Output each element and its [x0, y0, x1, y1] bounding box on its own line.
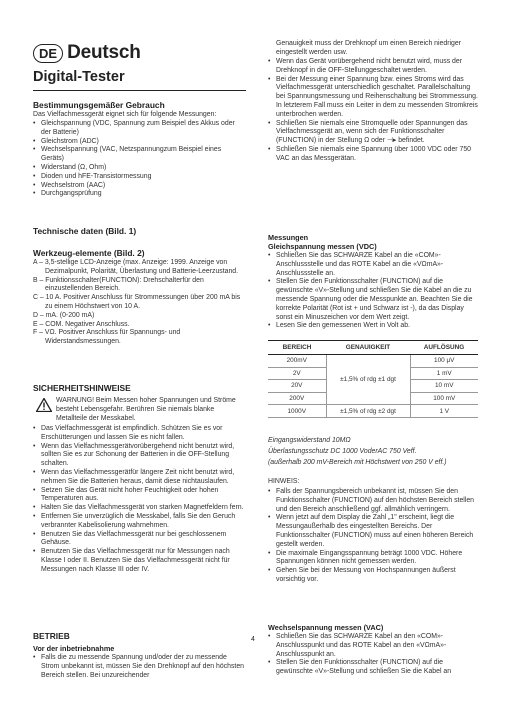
safety-warning — [33, 397, 246, 423]
heading-ac-voltage: Wechselspannung messen (VAC) — [268, 623, 384, 632]
list-item: • Schließen Sie das SCHWARZE Kabel an die «COM»-Anschlussstelle und das ROTE Kabel an die «VΩmA»-Anschlussstelle an. — [268, 252, 478, 278]
list-item: • Wechselstrom (AAC) — [33, 182, 246, 191]
list-item: • Falls die zu messende Spannung und/oder der zu messende Strom unbekannt ist, müssen Sie den Drehknopf auf den höchsten Bereich stellen. Bei unzureichender — [33, 654, 246, 680]
list-item: • Stellen Sie den Funktionsschalter (FUNCTION) auf die gewünschte «V»-Stellung und schließen Sie die Kabel an die zu messende Spannung oder die Messpunkte an. Beachten Sie die korrekte Polarität (Rot ist + und Schwarz ist -), da das Display sonst ein Minuszeichen vor dem Wert zeigt. — [268, 278, 478, 322]
list-item: • Entfernen Sie unverzüglich die Messkabel, falls Sie den Geruch verbrannter Kabelisolierung wahrnehmen. — [33, 513, 246, 531]
table-cell: 100 μV — [410, 355, 478, 368]
note-overload: Überlastungsschutz DC 1000 VoderAC 750 Veff. — [268, 448, 417, 455]
section-heading-operation: BETRIEB — [33, 631, 70, 641]
note-range-limit: (außerhalb 200 mV-Bereich mit Höchstwert von 250 V eff.) — [268, 459, 447, 466]
list-item: A – 3,5-stellige LCD-Anzeige (max. Anzeige: 1999. Anzeige von Dezimalpunkt, Polarität, Überlastung und Batterie-Leerzustand. — [33, 259, 239, 275]
dc-voltage-list — [268, 252, 478, 331]
list-item: • Lesen Sie den gemessenen Wert in Volt ab. — [268, 322, 478, 331]
intended-use-intro: Das Vielfachmessgerät eignet sich für folgende Messungen: — [33, 111, 217, 118]
subheading-before-use: Vor der inbetriebnahme — [33, 644, 115, 653]
table-row — [268, 405, 478, 418]
section-heading-tool-elements: Werkzeug-elemente (Bild. 2) — [33, 248, 145, 258]
list-item: • Benutzen Sie das Vielfachmessgerät nur bei geschlossenem Gehäuse. — [33, 531, 246, 549]
continued-text: Genauigkeit muss der Drehknopf um einen Bereich niedriger eingestellt werden usw. — [276, 40, 461, 56]
table-cell: 10 mV — [410, 380, 478, 393]
list-item: • Schließen Sie niemals eine Stromquelle oder Spannungen das Vielfachmessgerät an, wenn sich der Funktionsschalter (FUNCTION) in der Stellung Ω oder ⊣▸ befindet. — [268, 120, 478, 146]
list-item: E – COM. Negativer Anschluss. — [33, 320, 130, 328]
table-cell: 1 V — [410, 405, 478, 418]
page-number: 4 — [251, 636, 255, 643]
language-code-badge: DE — [33, 44, 63, 63]
heading-measurements: Messungen — [268, 233, 309, 242]
note-input-resistance: Eingangswiderstand 10MΩ — [268, 437, 351, 444]
list-item: B – Funktionsschalter(FUNCTION): Drehschalterfür den einzustellenden Bereich. — [33, 276, 204, 293]
table-cell: ±1,5% of rdg ±2 dgt — [326, 405, 410, 418]
hint-heading: HINWEIS: — [268, 478, 300, 485]
table-row — [268, 355, 478, 368]
section-heading-intended-use: Bestimmungsgemäßer Gebrauch — [33, 100, 165, 110]
list-item: • Stellen Sie den Funktionsschalter (FUNCTION) auf die gewünschte «V»-Stellung und schließen Sie die Kabel an — [268, 659, 478, 677]
document-title: Digital-Tester — [33, 69, 125, 85]
intended-use-list — [33, 120, 246, 199]
list-item: • Wenn das Vielfachmessgerätfür längere Zeit nicht benutzt wird, nehmen Sie die Batterien heraus, damit diese nichtauslaufen. — [33, 469, 246, 487]
table-cell: 1 mV — [410, 367, 478, 380]
heading-dc-voltage: Gleichspannung messen (VDC) — [268, 242, 377, 251]
list-item: • Das Vielfachmessgerät ist empfindlich. Schützen Sie es vor Erschütterungen und lassen Sie es nicht fallen. — [33, 425, 246, 443]
section-heading-safety: SICHERHEITSHINWEISE — [33, 383, 131, 393]
warning-text: WARNUNG! Beim Messen hoher Spannungen und Ströme besteht Lebensgefahr. Berühren Sie niemals blanke Metallteile der Messkabel. — [56, 397, 236, 422]
table-header-range: BEREICH — [268, 341, 326, 355]
list-item: • Dioden und hFE-Transistormessung — [33, 173, 246, 182]
list-item: • Wenn das Gerät vorübergehend nicht benutzt wird, muss der Drehknopf in die OFF-Stellunggeschaltet werden. — [268, 58, 478, 76]
list-item: • Benutzen Sie das Vielfachmessgerät nur für Messungen nach Klasse I oder II. Benutzen Sie das Vielfachmessgerät nicht für Messungen nach Klasse III oder IV. — [33, 548, 246, 574]
list-item: • Gehen Sie bei der Messung von Hochspannungen äußerst vorsichtig vor. — [268, 567, 478, 585]
list-item: • Falls der Spannungsbereich unbekannt ist, müssen Sie den Funktionsschalter (FUNCTION) auf den höchsten Bereich stellen und den Bereich anschließend ggf. allmählich verringern. — [268, 488, 478, 514]
tool-elements-list — [33, 259, 246, 347]
warning-triangle-icon — [36, 398, 52, 416]
list-item: • Halten Sie das Vielfachmessgerät von starken Magnetfeldern fern. — [33, 504, 246, 513]
table-cell: 100 mV — [410, 392, 478, 405]
language-name: Deutsch — [67, 42, 141, 63]
list-item: • Wechselspannung (VAC, Netzspannungzum Beispiel eines Geräts) — [33, 146, 246, 164]
table-cell: 200mV — [268, 355, 326, 368]
list-item: C – 10 A. Positiver Anschluss für Strommessungen über 200 mA bis zu einem Höchstwert von 10 A. — [33, 294, 241, 310]
section-heading-technical-data: Technische daten (Bild. 1) — [33, 226, 137, 236]
ac-voltage-list — [268, 633, 478, 677]
dc-voltage-table — [268, 340, 478, 418]
table-cell: 20V — [268, 380, 326, 393]
title-divider — [33, 90, 246, 91]
list-item: • Wenn das Vielfachmessgerätvorübergehend nicht benutzt wird, sollten Sie es zur Schonung der Batterien in die OFF-Stellung schalten. — [33, 443, 246, 469]
operation-list-continued — [268, 58, 478, 164]
list-item: • Schließen Sie niemals eine Spannung über 1000 VDC oder 750 VAC an das Messgerätan. — [268, 146, 478, 164]
list-item: • Widerstand (Ω, Ohm) — [33, 164, 246, 173]
list-item: • Durchgangsprüfung — [33, 190, 246, 199]
operation-list — [33, 654, 246, 680]
list-item: • Schließen Sie das SCHWARZE Kabel an den «COM»-Anschlusspunkt und das ROTE Kabel an den «VΩmA»-Anschlusspunkt an. — [268, 633, 478, 659]
list-item: • Gleichstrom (ADC) — [33, 138, 246, 147]
list-item: • Wenn jetzt auf dem Display die Zahl „1" erscheint, liegt die Messungaußerhalb des eingestellten Bereichs. Der Funktionsschalter (FUNCTION) muss auf einen höheren Bereich gestellt werden. — [268, 514, 478, 549]
table-cell: 2V — [268, 367, 326, 380]
language-header — [33, 42, 141, 64]
table-header-accuracy: GENAUIGKEIT — [326, 341, 410, 355]
hint-list — [268, 488, 478, 585]
list-item: • Bei der Messung einer Spannung bzw. eines Stroms wird das Vielfachmessgerät unterschiedlich geschaltet. Parallelschaltung bei Spannungsmessung und Reihenschaltung bei Strommessung. In letzterem Fall muss ein Leiter in dem zu messenden Stromkreis unterbrochen werden. — [268, 76, 478, 120]
list-item: • Die maximale Eingangsspannung beträgt 1000 VDC. Höhere Spannungen können nicht gemessen werden. — [268, 550, 478, 568]
table-cell: 200V — [268, 392, 326, 405]
table-cell: 1000V — [268, 405, 326, 418]
safety-list — [33, 425, 246, 575]
list-item: F – VΩ. Positiver Anschluss für Spannungs- und Widerstandsmessungen. — [33, 329, 181, 346]
list-item: D – mA. (0-200 mA) — [33, 311, 95, 319]
table-header-resolution: AUFLÖSUNG — [410, 341, 478, 355]
list-item: • Gleichspannung (VDC, Spannung zum Beispiel des Akkus oder der Batterie) — [33, 120, 246, 138]
list-item: • Setzen Sie das Gerät nicht hoher Feuchtigkeit oder hohen Temperaturen aus. — [33, 487, 246, 505]
table-cell-merged-accuracy: ±1,5% of rdg ±1 dgt — [326, 355, 410, 405]
